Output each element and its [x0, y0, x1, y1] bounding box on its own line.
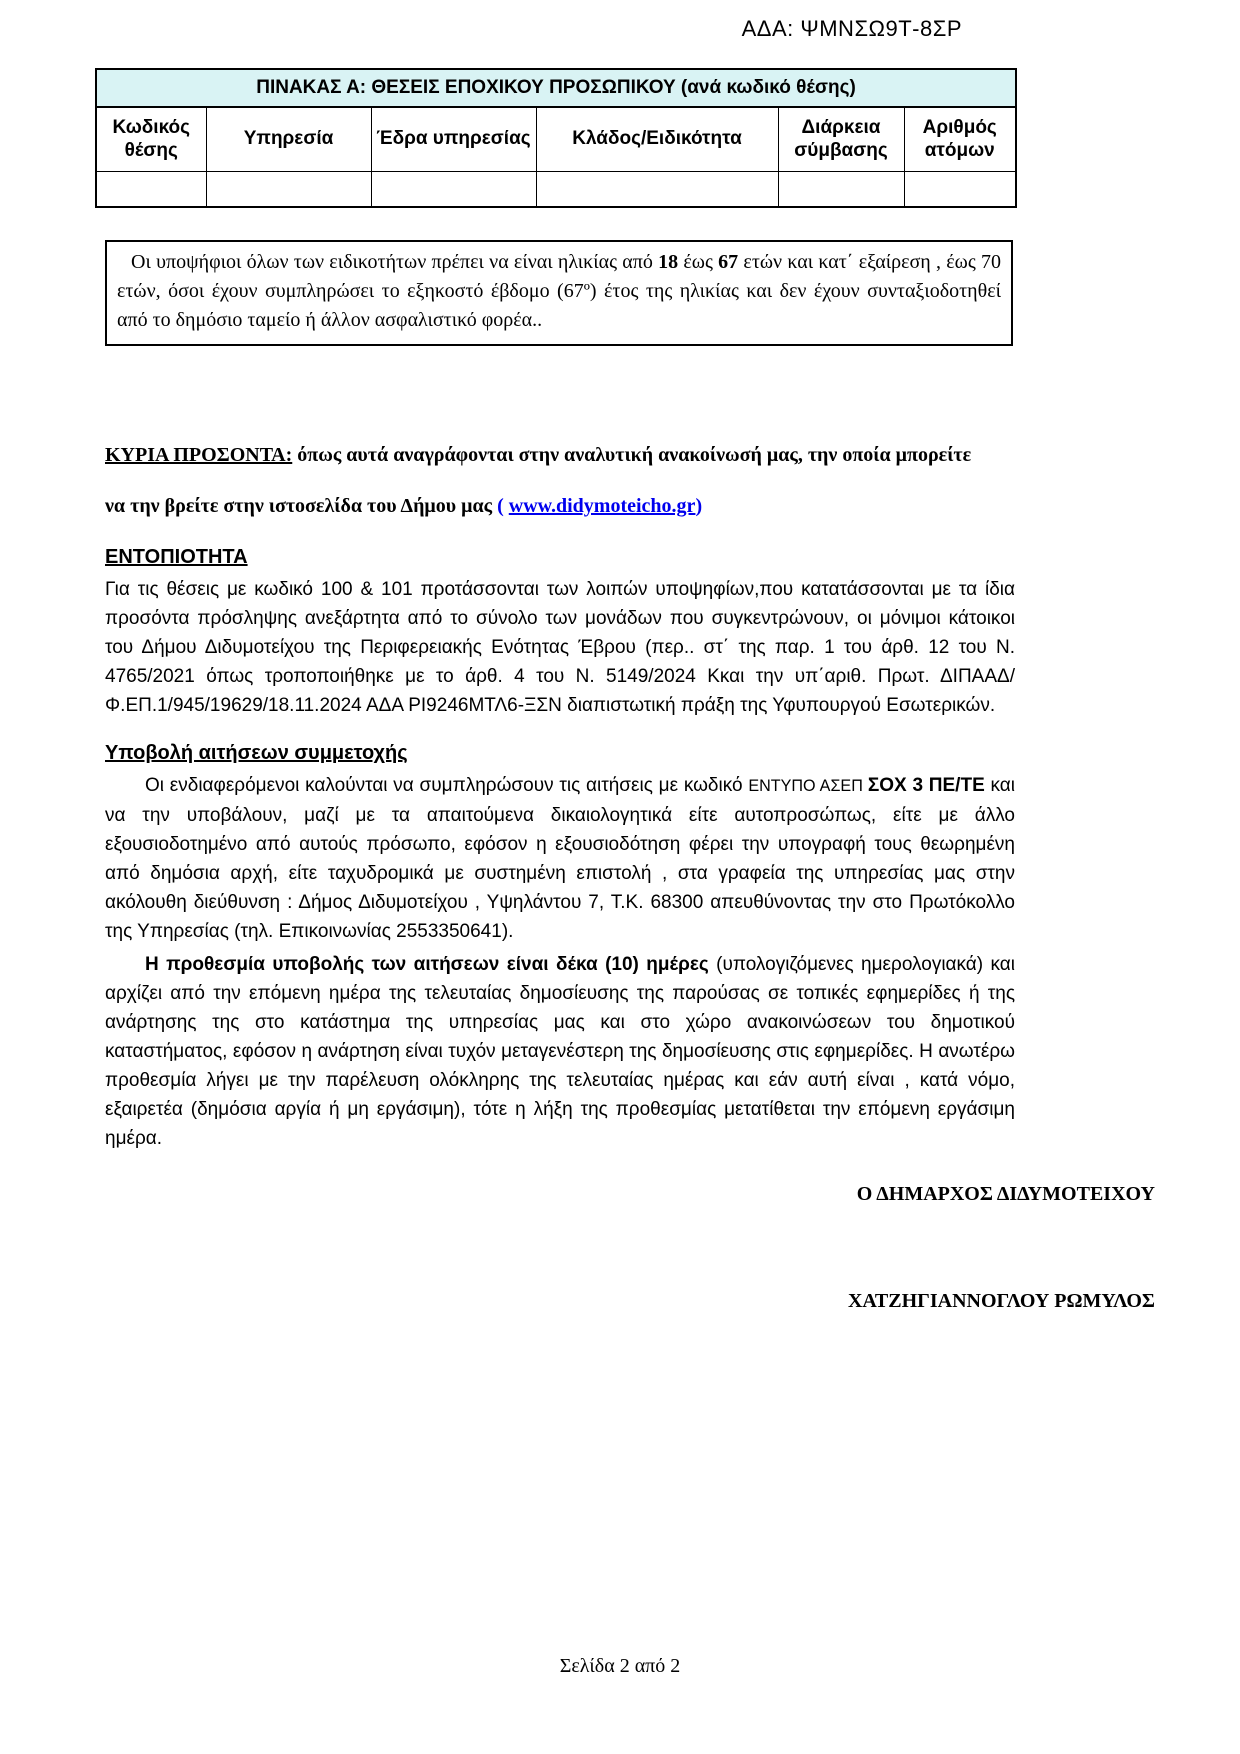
text-segment: (υπολογιζόμενες ημερολογιακά) και αρχίζει από την επόμενη ημέρα της τελευταίας δημοσίευσης της παρούσας σε τοπικές εφημερίδες ή της ανάρτησης της στο κατάστημα της υπηρεσίας μας και στο χώρο ανακοινώσεων του δημοτικού καταστήματος, εφόσον η ανάρτηση είναι τυχόν μεταγενέστερη της δημοσίευσης στις εφημερίδες. Η ανωτέρω προθεσμία λήγει με την παρέλευση ολόκληρης της τελευταίας ημέρας και εάν αυτή είναι , κατά νόμο, εξαιρετέα (δημόσια αργία ή μη εργάσιμη), τότε η λήξη της προθεσμίας μετατίθεται την επόμενη εργάσιμη ημέρα.: [105, 954, 1015, 1149]
submission-heading: Υποβολή αιτήσεων συμμετοχής: [105, 742, 408, 764]
text-segment: ΚΥΡΙΑ ΠΡΟΣΟΝΤΑ:: [105, 444, 293, 466]
text-segment: (: [497, 495, 509, 517]
table-header-contract-duration: Διάρκεια σύμβασης: [778, 107, 904, 171]
text-segment: Οι ενδιαφερόμενοι καλούνται να συμπληρώσουν τις αιτήσεις με κωδικό: [145, 775, 749, 796]
table-header-row: [96, 107, 1016, 171]
table-title-row: [96, 69, 1016, 107]
residency-heading: ΕΝΤΟΠΙΟΤΗΤΑ: [105, 546, 248, 568]
text-segment: 67: [718, 251, 739, 273]
submission-paragraph-1: [105, 771, 1015, 946]
table-title: ΠΙΝΑΚΑΣ Α: ΘΕΣΕΙΣ ΕΠΟΧΙΚΟΥ ΠΡΟΣΩΠΙΚΟΥ (ανά κωδικό θέσης): [96, 69, 1016, 107]
table-header-person-count: Αριθμός ατόμων: [904, 107, 1016, 171]
positions-table: [95, 68, 1017, 208]
table-cell-contract-duration: [778, 171, 904, 207]
submission-section: [105, 742, 1015, 1153]
table-cell-position-code: [96, 171, 206, 207]
page-number: Σελίδα 2 από 2: [559, 1655, 681, 1677]
text-segment: και να την υποβάλουν, μαζί με τα απαιτούμενα δικαιολογητικά είτε αυτοπροσώπως, είτε με άλλο εξουσιοδοτημένο από αυτούς πρόσωπο, εφόσον η εξουσιοδότηση φέρει την υπογραφή τους θεωρημένη από δημόσια αρχή, είτε ταχυδρομικά με συστημένη επιστολή , στα γραφεία της υπηρεσίας μας στην ακόλουθη διεύθυνση : Δήμος Διδυμοτείχου , Υψηλάντου 7, Τ.Κ. 68300 απευθύνοντας την στο Πρωτόκολλο της Υπηρεσίας (τηλ. Επικοινωνίας 2553350641).: [105, 775, 1015, 942]
table-cell-service: [206, 171, 371, 207]
text-segment: ΣΟΧ 3 ΠΕ/ΤΕ: [867, 775, 985, 796]
text-segment: Η προθεσμία υποβολής των αιτήσεων είναι δέκα (10) ημέρες: [145, 954, 717, 975]
table-header-position-code: Κωδικός θέσης: [96, 107, 206, 171]
table-header-service: Υπηρεσία: [206, 107, 371, 171]
table-row: [96, 171, 1016, 207]
text-segment: Οι υποψήφιοι όλων των ειδικοτήτων πρέπει να είναι ηλικίας από: [131, 251, 659, 273]
table-header-service-seat: Έδρα υπηρεσίας: [371, 107, 536, 171]
text-segment: ΕΝΤΥΠΟ ΑΣΕΠ: [748, 777, 868, 795]
table-cell-specialty: [536, 171, 778, 207]
main-qualifications-line2: [105, 493, 1017, 520]
main-qualifications-section: [105, 442, 1017, 520]
ada-code: ΑΔΑ: ΨΜΝΣΩ9Τ-8ΣΡ: [741, 16, 962, 41]
text-segment: ): [695, 495, 703, 517]
table-header-specialty: Κλάδος/Ειδικότητα: [536, 107, 778, 171]
text-segment: όπως αυτά αναγράφονται στην αναλυτική ανακοίνωσή μας, την οποία μπορείτε: [292, 444, 972, 466]
text-segment: να την βρείτε στην ιστοσελίδα του Δήμου μας: [105, 495, 498, 517]
municipality-website-link[interactable]: www.didymoteicho.gr: [508, 495, 696, 517]
signature-title: Ο ΔΗΜΑΡΧΟΣ ΔΙΔΥΜΟΤΕΙΧΟΥ: [856, 1183, 1155, 1205]
text-segment: 18: [658, 251, 679, 273]
text-segment: ετών και κατ΄ εξαίρεση , έως 70 ετών, όσοι έχουν συμπληρώσει το εξηκοστό έβδομο (67º) έτος της ηλικίας και δεν έχουν συνταξιοδοτηθεί από το δημόσιο ταμείο ή άλλον ασφαλιστικό φορέα..: [117, 251, 1002, 331]
table-cell-service-seat: [371, 171, 536, 207]
signature-block: [0, 1183, 1240, 1313]
signature-name: ΧΑΤΖΗΓΙΑΝΝΟΓΛΟΥ ΡΩΜΥΛΟΣ: [847, 1290, 1155, 1312]
text-segment: έως: [678, 251, 719, 273]
table-cell-person-count: [904, 171, 1016, 207]
main-qualifications-line1: [105, 442, 1017, 469]
residency-body: Για τις θέσεις με κωδικό 100 & 101 προτάσσονται των λοιπών υποψηφίων,που κατατάσσονται με τα ίδια προσόντα πρόσληψης ανεξάρτητα από το σύνολο των μονάδων που συγκεντρώνουν, οι μόνιμοι κάτοικοι του Δήμου Διδυμοτείχου της Περιφερειακής Ενότητας Έβρου (περ.. στ΄ της παρ. 1 του άρθ. 12 του Ν. 4765/2021 όπως τροποποιήθηκε με το άρθ. 4 του Ν. 5149/2024 Κκαι την υπ΄αριθ. Πρωτ. ΔΙΠΑΑΔ/Φ.ΕΠ.1/945/19629/18.11.2024 ΑΔΑ ΡΙ9246ΜΤΛ6-ΞΣΝ διαπιστωτική πράξη της Υφυπουργού Εσωτερικών.: [105, 579, 1015, 716]
residency-section: [105, 546, 1015, 720]
submission-paragraph-2: [105, 950, 1015, 1153]
age-requirements-box: [105, 240, 1013, 346]
